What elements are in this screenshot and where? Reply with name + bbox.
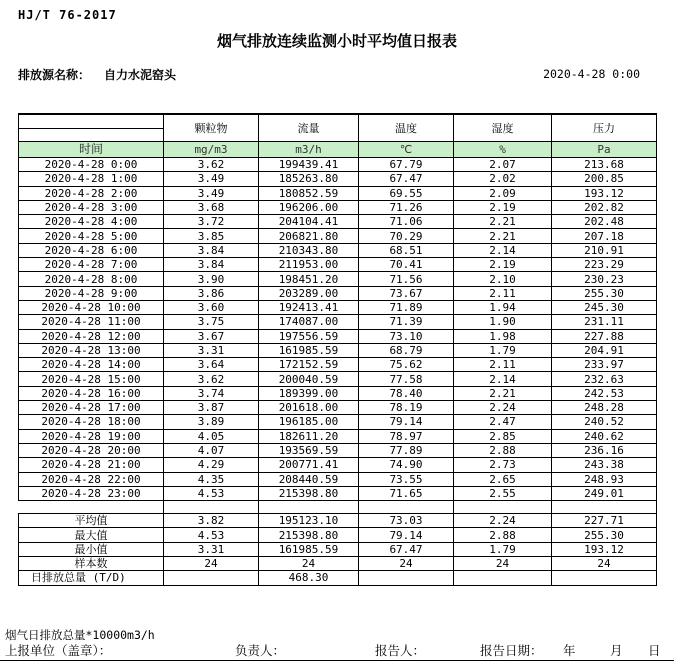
summary-label-cell: 平均值 [19, 514, 164, 528]
table-row [19, 158, 657, 172]
value-cell: 2.11 [454, 286, 552, 300]
value-cell: 200771.41 [259, 458, 359, 472]
value-cell: 202.48 [552, 215, 657, 229]
value-cell: 77.89 [359, 443, 454, 457]
table-row [19, 386, 657, 400]
separator-cell [552, 501, 657, 514]
value-cell: 208440.59 [259, 472, 359, 486]
time-cell: 2020-4-28 0:00 [19, 158, 164, 172]
report-title: 烟气排放连续监测小时平均值日报表 [216, 32, 457, 50]
value-cell: 71.56 [359, 272, 454, 286]
value-cell: 174087.00 [259, 315, 359, 329]
value-cell: 3.89 [164, 415, 259, 429]
value-cell: 78.97 [359, 429, 454, 443]
time-cell: 2020-4-28 20:00 [19, 443, 164, 457]
value-cell: 3.72 [164, 215, 259, 229]
separator-cell [19, 501, 164, 514]
table-row [19, 429, 657, 443]
value-cell: 3.49 [164, 186, 259, 200]
standard-code: HJ/T 76-2017 [18, 8, 117, 22]
value-cell: 202.82 [552, 200, 657, 214]
value-cell: 230.23 [552, 272, 657, 286]
value-cell: 240.52 [552, 415, 657, 429]
total-emission-note: 烟气日排放总量*10000m3/h [5, 628, 155, 642]
value-cell: 204.91 [552, 343, 657, 357]
value-cell: 4.35 [164, 472, 259, 486]
value-cell: 1.94 [454, 300, 552, 314]
emission-source-name: 自力水泥窑头 [104, 68, 177, 82]
summary-label-cell: 最大值 [19, 528, 164, 542]
report-datetime: 2020-4-28 0:00 [543, 67, 640, 81]
time-cell: 2020-4-28 23:00 [19, 486, 164, 500]
value-cell: 223.29 [552, 258, 657, 272]
time-cell: 2020-4-28 12:00 [19, 329, 164, 343]
value-cell: 2.65 [454, 472, 552, 486]
value-cell: 200040.59 [259, 372, 359, 386]
unit-temperature: ℃ [359, 142, 454, 158]
separator-cell [359, 501, 454, 514]
month-label: 月 [610, 643, 623, 658]
summary-value-cell: 24 [259, 557, 359, 571]
column-header-particulate: 颗粒物 [164, 114, 259, 142]
column-header-flow: 流量 [259, 114, 359, 142]
value-cell: 248.28 [552, 401, 657, 415]
value-cell: 67.79 [359, 158, 454, 172]
value-cell: 2.07 [454, 158, 552, 172]
bottom-rule [0, 660, 674, 661]
summary-value-cell: 195123.10 [259, 514, 359, 528]
value-cell: 196185.00 [259, 415, 359, 429]
time-cell: 2020-4-28 11:00 [19, 315, 164, 329]
table-row [19, 372, 657, 386]
separator-cell [164, 501, 259, 514]
responsible-person-label: 负责人： [235, 643, 286, 658]
unit-humidity: % [454, 142, 552, 158]
value-cell: 70.29 [359, 229, 454, 243]
value-cell: 203289.00 [259, 286, 359, 300]
value-cell: 2.14 [454, 243, 552, 257]
value-cell: 200.85 [552, 172, 657, 186]
value-cell: 204104.41 [259, 215, 359, 229]
value-cell: 172152.59 [259, 358, 359, 372]
value-cell: 71.65 [359, 486, 454, 500]
emission-source [18, 66, 176, 83]
signature-row [0, 641, 674, 657]
value-cell: 78.40 [359, 386, 454, 400]
time-cell: 2020-4-28 18:00 [19, 415, 164, 429]
summary-value-cell: 24 [552, 557, 657, 571]
table-row [19, 472, 657, 486]
summary-row [19, 571, 657, 585]
table-row [19, 343, 657, 357]
value-cell: 213.68 [552, 158, 657, 172]
summary-value-cell: 79.14 [359, 528, 454, 542]
time-cell: 2020-4-28 21:00 [19, 458, 164, 472]
summary-row [19, 557, 657, 571]
summary-row [19, 528, 657, 542]
table-row [19, 200, 657, 214]
summary-value-cell: 3.82 [164, 514, 259, 528]
value-cell: 1.79 [454, 343, 552, 357]
time-header: 时间 [19, 142, 164, 158]
value-cell: 197556.59 [259, 329, 359, 343]
value-cell: 2.88 [454, 443, 552, 457]
value-cell: 79.14 [359, 415, 454, 429]
hourly-average-table [18, 113, 657, 586]
table-row [19, 272, 657, 286]
value-cell: 207.18 [552, 229, 657, 243]
summary-label-cell: 样本数 [19, 557, 164, 571]
summary-value-cell [359, 571, 454, 585]
time-cell: 2020-4-28 5:00 [19, 229, 164, 243]
value-cell: 2.21 [454, 229, 552, 243]
table-row [19, 458, 657, 472]
value-cell: 199439.41 [259, 158, 359, 172]
value-cell: 73.10 [359, 329, 454, 343]
summary-value-cell: 193.12 [552, 542, 657, 556]
value-cell: 2.24 [454, 401, 552, 415]
time-cell: 2020-4-28 17:00 [19, 401, 164, 415]
summary-value-cell: 468.30 [259, 571, 359, 585]
table-row [19, 186, 657, 200]
value-cell: 4.53 [164, 486, 259, 500]
value-cell: 67.47 [359, 172, 454, 186]
summary-value-cell [164, 571, 259, 585]
value-cell: 185263.80 [259, 172, 359, 186]
value-cell: 4.05 [164, 429, 259, 443]
value-cell: 2.73 [454, 458, 552, 472]
value-cell: 2.11 [454, 358, 552, 372]
value-cell: 211953.00 [259, 258, 359, 272]
summary-value-cell: 24 [359, 557, 454, 571]
summary-row [19, 542, 657, 556]
time-cell: 2020-4-28 10:00 [19, 300, 164, 314]
unit-flow: m3/h [259, 142, 359, 158]
value-cell: 2.10 [454, 272, 552, 286]
value-cell: 2.19 [454, 258, 552, 272]
value-cell: 1.90 [454, 315, 552, 329]
value-cell: 71.26 [359, 200, 454, 214]
reporter-label: 报告人： [375, 643, 426, 658]
header-row-units [19, 142, 657, 158]
time-cell: 2020-4-28 1:00 [19, 172, 164, 186]
value-cell: 77.58 [359, 372, 454, 386]
summary-value-cell: 2.88 [454, 528, 552, 542]
summary-value-cell: 67.47 [359, 542, 454, 556]
value-cell: 193569.59 [259, 443, 359, 457]
value-cell: 161985.59 [259, 343, 359, 357]
summary-value-cell: 161985.59 [259, 542, 359, 556]
value-cell: 3.84 [164, 258, 259, 272]
time-cell: 2020-4-28 19:00 [19, 429, 164, 443]
table-row [19, 486, 657, 500]
summary-value-cell [454, 571, 552, 585]
time-cell: 2020-4-28 22:00 [19, 472, 164, 486]
value-cell: 192413.41 [259, 300, 359, 314]
summary-value-cell: 3.31 [164, 542, 259, 556]
value-cell: 2.21 [454, 386, 552, 400]
summary-label-cell: 日排放总量 (T/D) [19, 571, 164, 585]
summary-value-cell: 24 [164, 557, 259, 571]
time-header-blank-top [19, 114, 164, 129]
value-cell: 233.97 [552, 358, 657, 372]
table-row [19, 443, 657, 457]
value-cell: 74.90 [359, 458, 454, 472]
summary-value-cell: 2.24 [454, 514, 552, 528]
value-cell: 1.98 [454, 329, 552, 343]
value-cell: 2.47 [454, 415, 552, 429]
header-row-names [19, 114, 657, 129]
value-cell: 193.12 [552, 186, 657, 200]
value-cell: 78.19 [359, 401, 454, 415]
unit-pressure: Pa [552, 142, 657, 158]
time-cell: 2020-4-28 3:00 [19, 200, 164, 214]
table-row [19, 329, 657, 343]
value-cell: 2.19 [454, 200, 552, 214]
separator-row [19, 501, 657, 514]
table-row [19, 258, 657, 272]
time-cell: 2020-4-28 9:00 [19, 286, 164, 300]
value-cell: 206821.80 [259, 229, 359, 243]
value-cell: 4.29 [164, 458, 259, 472]
day-label: 日 [648, 643, 661, 658]
time-cell: 2020-4-28 14:00 [19, 358, 164, 372]
report-unit-label: 上报单位（盖章）： [5, 643, 112, 658]
time-cell: 2020-4-28 7:00 [19, 258, 164, 272]
value-cell: 249.01 [552, 486, 657, 500]
value-cell: 242.53 [552, 386, 657, 400]
table-row [19, 286, 657, 300]
summary-value-cell: 73.03 [359, 514, 454, 528]
column-header-temperature: 温度 [359, 114, 454, 142]
value-cell: 68.51 [359, 243, 454, 257]
value-cell: 3.62 [164, 158, 259, 172]
value-cell: 182611.20 [259, 429, 359, 443]
value-cell: 2.85 [454, 429, 552, 443]
value-cell: 231.11 [552, 315, 657, 329]
value-cell: 201618.00 [259, 401, 359, 415]
value-cell: 71.06 [359, 215, 454, 229]
value-cell: 3.74 [164, 386, 259, 400]
summary-value-cell: 215398.80 [259, 528, 359, 542]
table-row [19, 415, 657, 429]
value-cell: 73.67 [359, 286, 454, 300]
value-cell: 3.68 [164, 200, 259, 214]
value-cell: 2.09 [454, 186, 552, 200]
meta-row [18, 66, 644, 82]
value-cell: 3.75 [164, 315, 259, 329]
value-cell: 243.38 [552, 458, 657, 472]
value-cell: 70.41 [359, 258, 454, 272]
value-cell: 3.64 [164, 358, 259, 372]
table-row [19, 229, 657, 243]
table-row [19, 243, 657, 257]
time-cell: 2020-4-28 16:00 [19, 386, 164, 400]
value-cell: 215398.80 [259, 486, 359, 500]
value-cell: 3.67 [164, 329, 259, 343]
summary-value-cell: 4.53 [164, 528, 259, 542]
value-cell: 232.63 [552, 372, 657, 386]
table-row [19, 401, 657, 415]
column-header-humidity: 湿度 [454, 114, 552, 142]
separator-cell [454, 501, 552, 514]
time-header-blank-bottom [19, 129, 164, 142]
value-cell: 210343.80 [259, 243, 359, 257]
value-cell: 3.60 [164, 300, 259, 314]
time-cell: 2020-4-28 8:00 [19, 272, 164, 286]
table-row [19, 300, 657, 314]
value-cell: 198451.20 [259, 272, 359, 286]
value-cell: 73.55 [359, 472, 454, 486]
value-cell: 3.90 [164, 272, 259, 286]
year-label: 年 [563, 643, 576, 658]
value-cell: 3.85 [164, 229, 259, 243]
value-cell: 71.39 [359, 315, 454, 329]
value-cell: 210.91 [552, 243, 657, 257]
value-cell: 4.07 [164, 443, 259, 457]
time-cell: 2020-4-28 2:00 [19, 186, 164, 200]
value-cell: 3.31 [164, 343, 259, 357]
column-header-pressure: 压力 [552, 114, 657, 142]
time-cell: 2020-4-28 15:00 [19, 372, 164, 386]
summary-value-cell: 255.30 [552, 528, 657, 542]
value-cell: 71.89 [359, 300, 454, 314]
value-cell: 196206.00 [259, 200, 359, 214]
separator-cell [259, 501, 359, 514]
summary-value-cell [552, 571, 657, 585]
report-date-label: 报告日期： [480, 643, 543, 658]
table-row [19, 358, 657, 372]
value-cell: 68.79 [359, 343, 454, 357]
time-cell: 2020-4-28 13:00 [19, 343, 164, 357]
value-cell: 3.49 [164, 172, 259, 186]
value-cell: 3.84 [164, 243, 259, 257]
value-cell: 2.02 [454, 172, 552, 186]
table-row [19, 172, 657, 186]
table-row [19, 315, 657, 329]
value-cell: 189399.00 [259, 386, 359, 400]
value-cell: 2.14 [454, 372, 552, 386]
value-cell: 69.55 [359, 186, 454, 200]
summary-row [19, 514, 657, 528]
value-cell: 240.62 [552, 429, 657, 443]
value-cell: 75.62 [359, 358, 454, 372]
value-cell: 236.16 [552, 443, 657, 457]
table-row [19, 215, 657, 229]
time-cell: 2020-4-28 4:00 [19, 215, 164, 229]
value-cell: 2.55 [454, 486, 552, 500]
value-cell: 3.87 [164, 401, 259, 415]
emission-source-label: 排放源名称： [18, 68, 91, 82]
value-cell: 245.30 [552, 300, 657, 314]
value-cell: 3.62 [164, 372, 259, 386]
unit-particulate: mg/m3 [164, 142, 259, 158]
value-cell: 180852.59 [259, 186, 359, 200]
value-cell: 227.88 [552, 329, 657, 343]
summary-value-cell: 1.79 [454, 542, 552, 556]
summary-value-cell: 227.71 [552, 514, 657, 528]
summary-value-cell: 24 [454, 557, 552, 571]
summary-label-cell: 最小值 [19, 542, 164, 556]
value-cell: 3.86 [164, 286, 259, 300]
time-cell: 2020-4-28 6:00 [19, 243, 164, 257]
value-cell: 2.21 [454, 215, 552, 229]
value-cell: 255.30 [552, 286, 657, 300]
value-cell: 248.93 [552, 472, 657, 486]
